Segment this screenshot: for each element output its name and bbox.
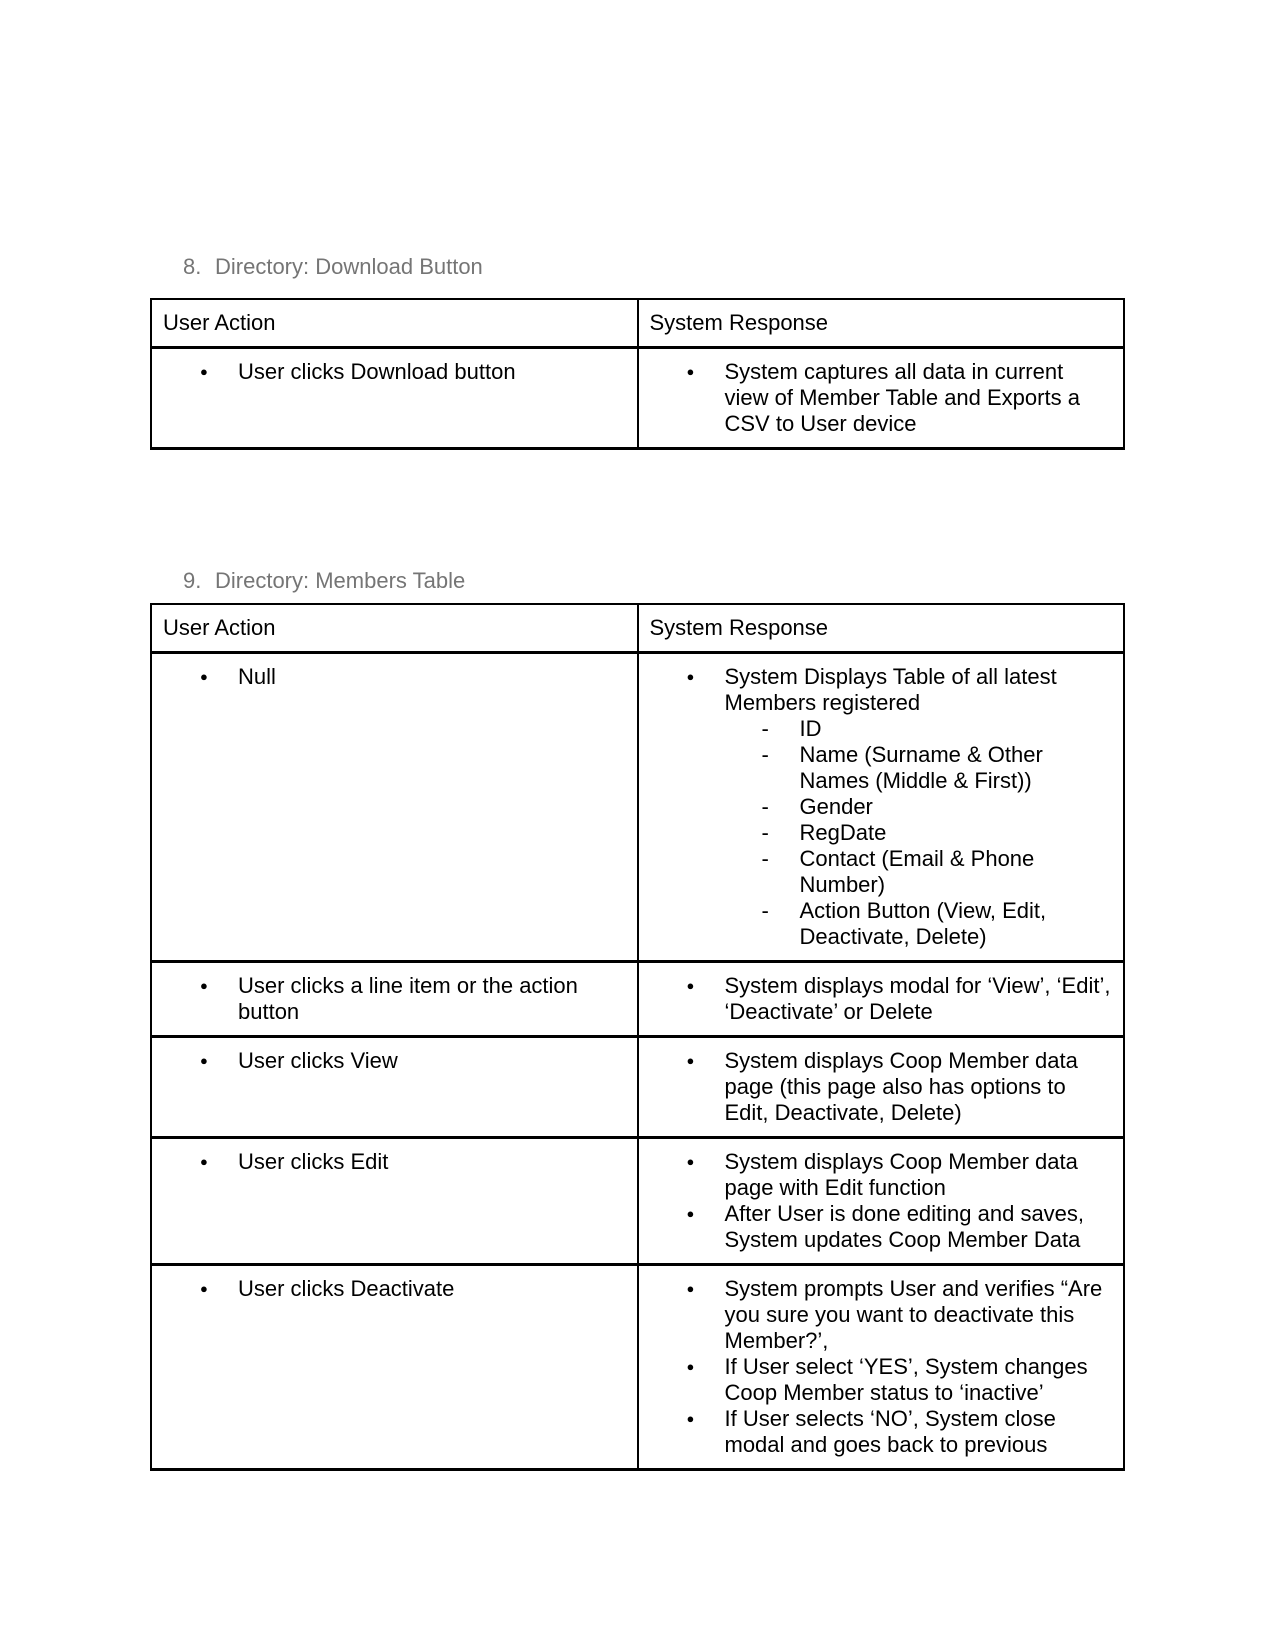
table-row-line-item-click bbox=[151, 962, 1124, 1037]
bullet-marker: ● bbox=[200, 1053, 208, 1068]
table-row-view bbox=[151, 1037, 1124, 1138]
table-head bbox=[151, 299, 1124, 348]
list-item bbox=[163, 664, 626, 690]
list-item-text: If User selects ‘NO’, System close modal and goes back to previous bbox=[724, 1406, 1056, 1457]
list-item bbox=[650, 1149, 1113, 1201]
list-item bbox=[163, 359, 626, 385]
table-head bbox=[151, 604, 1124, 653]
bullet-marker: ● bbox=[200, 1281, 208, 1296]
list-item bbox=[650, 1201, 1113, 1253]
list-item bbox=[650, 1276, 1113, 1354]
list-item-text: Action Button (View, Edit, Deactivate, Delete) bbox=[799, 898, 1047, 949]
user-action-cell bbox=[151, 1265, 638, 1470]
heading-number: 8. bbox=[183, 254, 202, 279]
heading-title: Directory: Download Button bbox=[215, 254, 483, 279]
bullet-marker: ● bbox=[686, 1206, 695, 1221]
bullet-marker: ● bbox=[686, 1281, 695, 1296]
use-case-table-members-table bbox=[150, 603, 1125, 1471]
list-item-text: After User is done editing and saves, System updates Coop Member Data bbox=[724, 1201, 1085, 1252]
bullet-marker: ● bbox=[200, 364, 208, 379]
list-item bbox=[650, 973, 1113, 1025]
list-item-text: User clicks Download button bbox=[238, 359, 516, 384]
column-header-system-response: System Response bbox=[638, 604, 1125, 653]
list-item bbox=[650, 1048, 1113, 1126]
list-item-text: RegDate bbox=[799, 820, 887, 845]
list-item bbox=[650, 820, 1113, 846]
system-response-cell bbox=[638, 962, 1125, 1037]
list-item bbox=[650, 898, 1113, 950]
list-item bbox=[650, 1406, 1113, 1458]
list-item bbox=[650, 716, 1113, 742]
dash-marker: - bbox=[761, 742, 769, 767]
list-item-text: ID bbox=[799, 716, 822, 741]
bullet-marker: ● bbox=[686, 978, 695, 993]
table-body bbox=[151, 653, 1124, 1470]
bullet-marker: ● bbox=[686, 364, 695, 379]
list-item bbox=[650, 664, 1113, 716]
bullet-marker: ● bbox=[686, 1154, 695, 1169]
system-response-cell bbox=[638, 1265, 1125, 1470]
list-item bbox=[650, 794, 1113, 820]
header-row bbox=[151, 604, 1124, 653]
list-item-text: System captures all data in current view of Member Table and Exports a CSV to User device bbox=[724, 359, 1080, 436]
user-action-cell bbox=[151, 962, 638, 1037]
bullet-marker: ● bbox=[686, 1053, 695, 1068]
system-response-cell bbox=[638, 1138, 1125, 1265]
table-row bbox=[151, 348, 1124, 449]
bullet-marker: ● bbox=[200, 669, 208, 684]
table-row-deactivate bbox=[151, 1265, 1124, 1470]
table-row-null bbox=[151, 653, 1124, 962]
list-item-text: System displays Coop Member data page (this page also has options to Edit, Deactivate, Delete) bbox=[724, 1048, 1078, 1125]
column-header-user-action: User Action bbox=[151, 604, 638, 653]
system-response-cell bbox=[638, 348, 1125, 449]
section-members-table bbox=[0, 564, 1275, 1471]
list-item-text: User clicks a line item or the action button bbox=[238, 973, 578, 1024]
list-item bbox=[650, 1354, 1113, 1406]
list-item-text: User clicks Deactivate bbox=[238, 1276, 455, 1301]
dash-marker: - bbox=[761, 846, 769, 871]
dash-marker: - bbox=[761, 716, 769, 741]
dash-marker: - bbox=[761, 794, 769, 819]
list-item bbox=[163, 973, 626, 1025]
bullet-marker: ● bbox=[686, 669, 695, 684]
heading-title: Directory: Members Table bbox=[215, 568, 466, 593]
user-action-cell bbox=[151, 348, 638, 449]
list-item-text: Gender bbox=[799, 794, 873, 819]
column-header-user-action: User Action bbox=[151, 299, 638, 348]
list-item bbox=[650, 742, 1113, 794]
bullet-marker: ● bbox=[200, 978, 208, 993]
user-action-cell bbox=[151, 1037, 638, 1138]
list-item-text: System prompts User and verifies “Are you sure you want to deactivate this Member?’, bbox=[724, 1276, 1103, 1353]
dash-marker: - bbox=[761, 820, 769, 845]
section-heading bbox=[150, 250, 1275, 284]
bullet-marker: ● bbox=[686, 1411, 695, 1426]
list-item bbox=[163, 1276, 626, 1302]
list-item-text: System Displays Table of all latest Members registered bbox=[724, 664, 1057, 715]
dash-marker: - bbox=[761, 898, 769, 923]
list-item-text: System displays Coop Member data page with Edit function bbox=[724, 1149, 1078, 1200]
list-item-text: Null bbox=[238, 664, 276, 689]
bullet-marker: ● bbox=[200, 1154, 208, 1169]
system-response-cell bbox=[638, 1037, 1125, 1138]
table-row-edit bbox=[151, 1138, 1124, 1265]
list-item bbox=[650, 846, 1113, 898]
user-action-cell bbox=[151, 1138, 638, 1265]
table-body bbox=[151, 348, 1124, 449]
list-item bbox=[163, 1048, 626, 1074]
bullet-marker: ● bbox=[686, 1359, 695, 1374]
list-item-text: Contact (Email & Phone Number) bbox=[799, 846, 1035, 897]
list-item bbox=[650, 359, 1113, 437]
heading-number: 9. bbox=[183, 568, 202, 593]
use-case-table-download-button bbox=[150, 298, 1125, 450]
column-header-system-response: System Response bbox=[638, 299, 1125, 348]
section-heading bbox=[150, 564, 1275, 598]
system-response-cell bbox=[638, 653, 1125, 962]
list-item-text: System displays modal for ‘View’, ‘Edit’, ‘Deactivate’ or Delete bbox=[724, 973, 1111, 1024]
list-item bbox=[163, 1149, 626, 1175]
header-row bbox=[151, 299, 1124, 348]
section-download-button bbox=[0, 250, 1275, 450]
list-item-text: Name (Surname & Other Names (Middle & First)) bbox=[799, 742, 1043, 793]
list-item-text: User clicks Edit bbox=[238, 1149, 389, 1174]
list-item-text: If User select ‘YES’, System changes Coop Member status to ‘inactive’ bbox=[724, 1354, 1088, 1405]
list-item-text: User clicks View bbox=[238, 1048, 398, 1073]
user-action-cell bbox=[151, 653, 638, 962]
